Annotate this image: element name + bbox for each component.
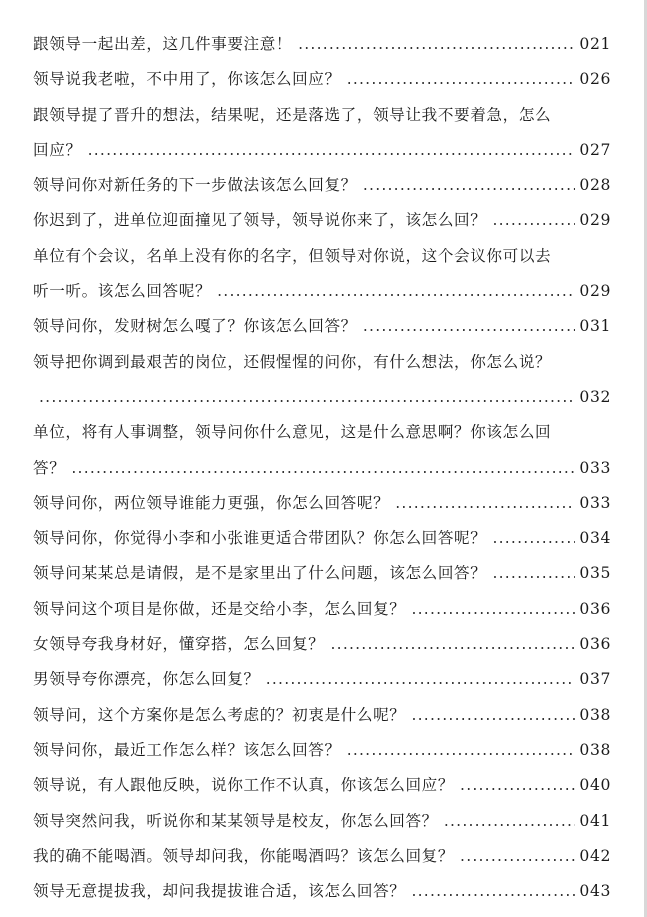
toc-entry[interactable]: [33, 592, 611, 627]
toc-entry-line: [33, 98, 611, 133]
toc-entry-title: 答？: [33, 458, 66, 477]
toc-entry[interactable]: [33, 309, 611, 344]
toc-entry-title: 单位有个会议，名单上没有你的名字，但领导对你说，这个会议你可以去: [33, 246, 552, 265]
toc-entry[interactable]: [33, 486, 611, 521]
toc-entry[interactable]: [33, 415, 611, 486]
toc-entry-title: 你迟到了，进单位迎面撞见了领导，领导说你来了，该怎么回？: [33, 211, 487, 230]
toc-entry-line: [33, 627, 611, 662]
toc-dot-leader: [347, 62, 576, 97]
toc-page-number: 026: [579, 70, 611, 89]
toc-page-number: 038: [579, 705, 611, 724]
toc-entry-title: 领导说，有人跟他反映，说你工作不认真，你该怎么回应？: [33, 776, 455, 795]
toc-entry-title: 领导问你，你觉得小李和小张谁更适合带团队？你怎么回答呢？: [33, 529, 487, 548]
toc-page-number: 042: [579, 846, 611, 865]
toc-entry-title: 跟领导一起出差，这几件事要注意！: [33, 35, 293, 53]
toc-dot-leader: [492, 521, 575, 556]
toc-entry[interactable]: [33, 62, 611, 97]
toc-dot-leader: [39, 380, 575, 415]
toc-page-number: 031: [579, 317, 611, 336]
toc-page-number: 029: [579, 282, 611, 301]
toc-dot-leader: [460, 839, 575, 874]
toc-entry-line: [33, 451, 611, 486]
toc-dot-leader: [363, 309, 576, 344]
toc-entry-line: [33, 309, 611, 344]
toc-entry-title: 领导问，这个方案你是怎么考虑的？初衷是什么呢？: [33, 705, 406, 724]
toc-entry[interactable]: [33, 27, 611, 62]
toc-entry-line: [33, 592, 611, 627]
table-of-contents: [33, 27, 611, 909]
toc-dot-leader: [411, 874, 575, 909]
toc-page-number: 033: [579, 458, 611, 477]
toc-entry-title: 领导问你，最近工作怎么样？该怎么回答？: [33, 740, 341, 759]
toc-entry-line: [33, 168, 611, 203]
toc-entry[interactable]: [33, 662, 611, 697]
toc-dot-leader: [460, 768, 575, 803]
toc-dot-leader: [347, 733, 576, 768]
toc-entry-line: [33, 203, 611, 238]
toc-page-number: 040: [579, 776, 611, 795]
toc-dot-leader: [88, 133, 576, 168]
toc-entry-line: [33, 27, 611, 62]
toc-entry[interactable]: [33, 733, 611, 768]
toc-entry-line: [33, 768, 611, 803]
toc-page-number: 032: [579, 387, 611, 406]
toc-entry-line: [33, 804, 611, 839]
toc-page-number: 033: [579, 493, 611, 512]
toc-entry[interactable]: [33, 627, 611, 662]
toc-entry-title: 领导问你，发财树怎么嘎了？你该怎么回答？: [33, 317, 357, 336]
toc-entry-line: [33, 698, 611, 733]
toc-entry-title: 领导突然问我，听说你和某某领导是校友，你怎么回答？: [33, 811, 438, 830]
toc-dot-leader: [444, 804, 576, 839]
toc-page-number: 036: [579, 635, 611, 654]
toc-entry-title: 领导问某某总是请假，是不是家里出了什么问题，该怎么回答？: [33, 564, 487, 583]
toc-entry-line: [33, 556, 611, 591]
toc-entry[interactable]: [33, 521, 611, 556]
toc-entry-line: [33, 733, 611, 768]
toc-entry-title: 领导问你对新任务的下一步做法该怎么回复？: [33, 176, 357, 195]
toc-entry-title: 领导把你调到最艰苦的岗位，还假惺惺的问你，有什么想法，你怎么说？: [33, 352, 552, 371]
toc-entry-title: 领导问这个项目是你做，还是交给小李，怎么回复？: [33, 599, 406, 618]
toc-page-number: 021: [579, 35, 611, 53]
toc-dot-leader: [395, 486, 575, 521]
toc-dot-leader: [492, 203, 575, 238]
toc-entry-line: [33, 62, 611, 97]
toc-entry-line: [33, 486, 611, 521]
toc-entry-title: 我的确不能喝酒。领导却问我，你能喝酒吗？该怎么回复？: [33, 846, 455, 865]
toc-page-number: 034: [579, 529, 611, 548]
toc-page-number: 043: [579, 882, 611, 901]
toc-entry-line: [33, 521, 611, 556]
toc-entry[interactable]: [33, 168, 611, 203]
toc-entry[interactable]: [33, 203, 611, 238]
toc-dot-leader: [411, 592, 575, 627]
toc-entry-title: 女领导夸我身材好，懂穿搭，怎么回复？: [33, 635, 325, 654]
toc-dot-leader: [71, 451, 575, 486]
toc-entry-line: [33, 239, 611, 274]
toc-entry[interactable]: [33, 698, 611, 733]
toc-entry-line: [33, 274, 611, 309]
toc-dot-leader: [298, 27, 575, 62]
toc-entry[interactable]: [33, 874, 611, 909]
toc-entry[interactable]: [33, 98, 611, 169]
toc-entry-title: 领导问你，两位领导谁能力更强，你怎么回答呢？: [33, 493, 390, 512]
toc-entry-title: 领导无意提拔我，却问我提拔谁合适，该怎么回答？: [33, 882, 406, 901]
toc-dot-leader: [492, 556, 575, 591]
toc-entry[interactable]: [33, 239, 611, 310]
toc-page-number: 038: [579, 740, 611, 759]
toc-dot-leader: [266, 662, 576, 697]
toc-entry-title: 单位，将有人事调整，领导问你什么意见，这是什么意思啊？你该怎么回: [33, 423, 552, 442]
toc-entry-line: [33, 133, 611, 168]
toc-entry-title: 跟领导提了晋升的想法，结果呢，还是落选了，领导让我不要着急，怎么: [33, 105, 552, 124]
toc-entry[interactable]: [33, 345, 611, 416]
toc-dot-leader: [363, 168, 576, 203]
toc-dot-leader: [217, 274, 575, 309]
toc-page-number: 027: [579, 140, 611, 159]
toc-entry-line: [33, 345, 611, 380]
toc-entry-title: 男领导夸你漂亮，你怎么回复？: [33, 670, 260, 689]
toc-page-number: 029: [579, 211, 611, 230]
toc-page-number: 036: [579, 599, 611, 618]
toc-entry[interactable]: [33, 768, 611, 803]
toc-entry-line: [33, 874, 611, 909]
toc-entry-title: 领导说我老啦，不中用了，你该怎么回应？: [33, 70, 341, 89]
toc-page-number: 035: [579, 564, 611, 583]
toc-entry-line: [33, 415, 611, 450]
toc-entry-line: [33, 380, 611, 415]
toc-page-number: 041: [579, 811, 611, 830]
toc-dot-leader: [331, 627, 576, 662]
toc-dot-leader: [411, 698, 575, 733]
toc-entry[interactable]: [33, 839, 611, 874]
toc-entry-line: [33, 839, 611, 874]
toc-entry-title: 回应？: [33, 140, 82, 159]
toc-entry-title: 听一听。该怎么回答呢？: [33, 282, 212, 301]
toc-entry[interactable]: [33, 556, 611, 591]
toc-entry[interactable]: [33, 804, 611, 839]
toc-page-number: 028: [579, 176, 611, 195]
toc-page-number: 037: [579, 670, 611, 689]
toc-entry-line: [33, 662, 611, 697]
